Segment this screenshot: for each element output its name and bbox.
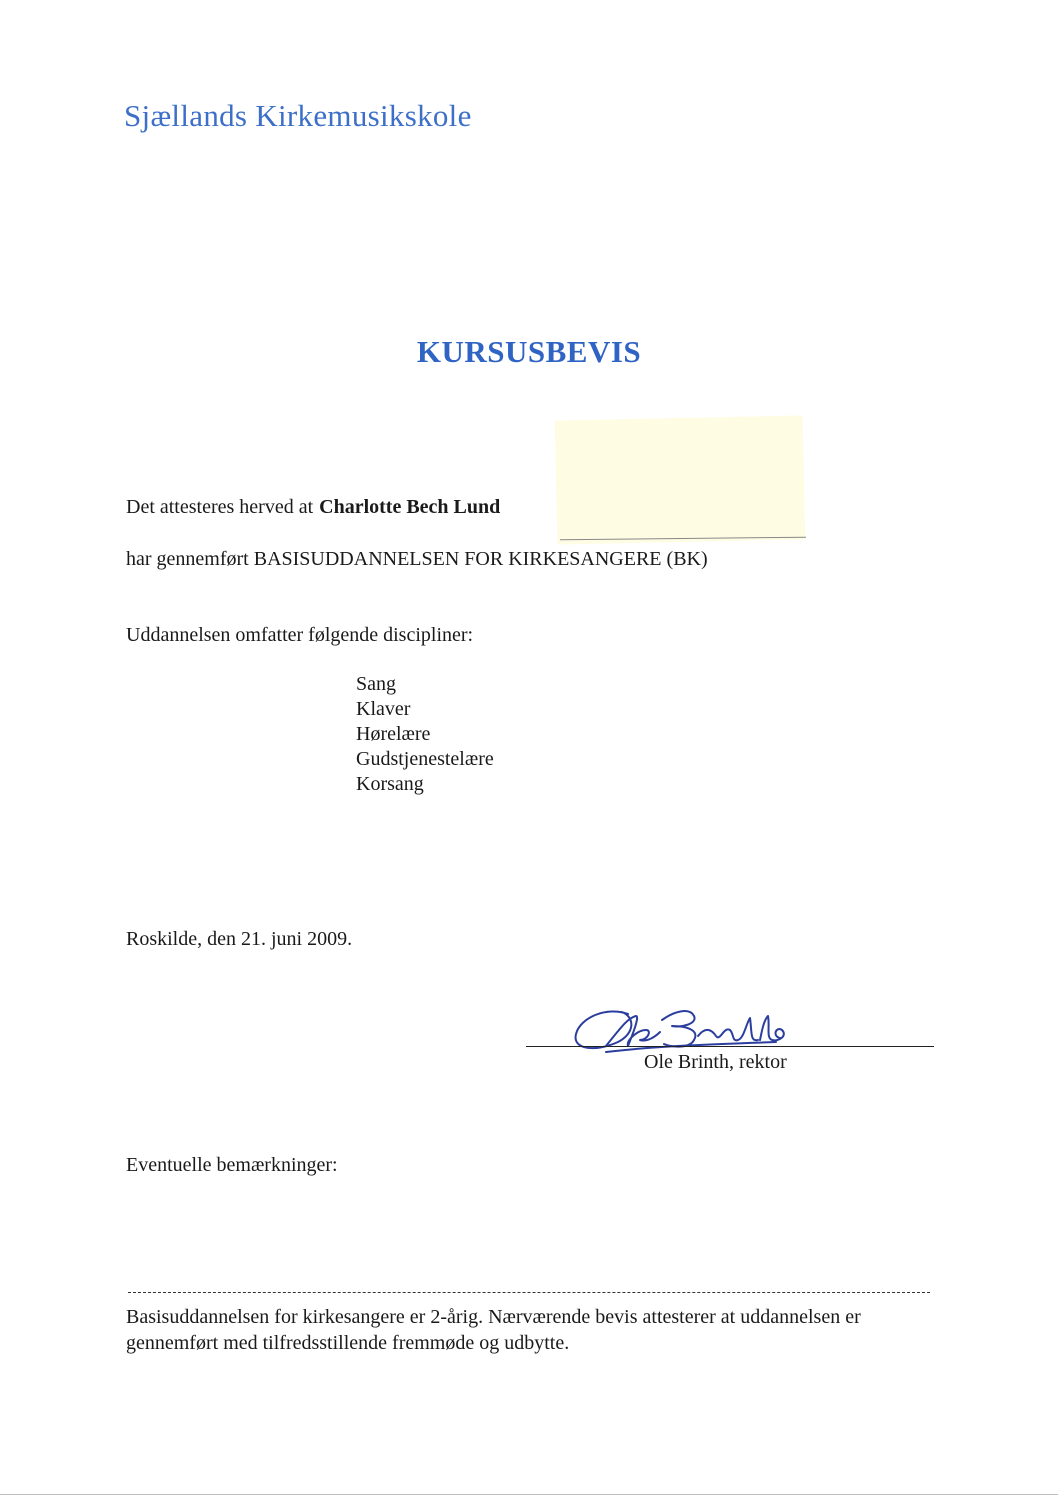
discipline-item: Gudstjenestelære (356, 748, 494, 770)
discipline-item: Korsang (356, 773, 424, 795)
footer-note: Basisuddannelsen for kirkesangere er 2-årig. Nærværende bevis attesterer at uddannelsen er gennemført med tilfredsstillende fremmøde og udbytte. (126, 1306, 861, 1354)
disciplines-intro: Uddannelsen omfatter følgende discipliner: (126, 624, 474, 646)
attestation-line (126, 496, 500, 519)
place-and-date: Roskilde, den 21. juni 2009. (126, 928, 353, 950)
dashed-separator (128, 1292, 930, 1293)
attestation-prefix: Det attesteres herved at (126, 496, 314, 518)
discipline-item: Hørelære (356, 723, 431, 745)
disciplines-list (356, 672, 494, 797)
document-title: KURSUSBEVIS (416, 334, 642, 369)
remarks-label: Eventuelle bemærkninger: (126, 1154, 338, 1176)
discipline-item: Klaver (356, 698, 411, 720)
student-name: Charlotte Bech Lund (319, 496, 501, 518)
discipline-item: Sang (356, 673, 396, 695)
scan-bottom-edge (0, 1494, 1058, 1495)
signer-name: Ole Brinth, rektor (644, 1051, 787, 1073)
completed-program-line: har gennemført BASISUDDANNELSEN FOR KIRKESANGERE (BK) (126, 548, 708, 570)
school-name: Sjællands Kirkemusikskole (124, 98, 472, 133)
signature-line (526, 1046, 934, 1047)
tape-patch (555, 415, 806, 544)
